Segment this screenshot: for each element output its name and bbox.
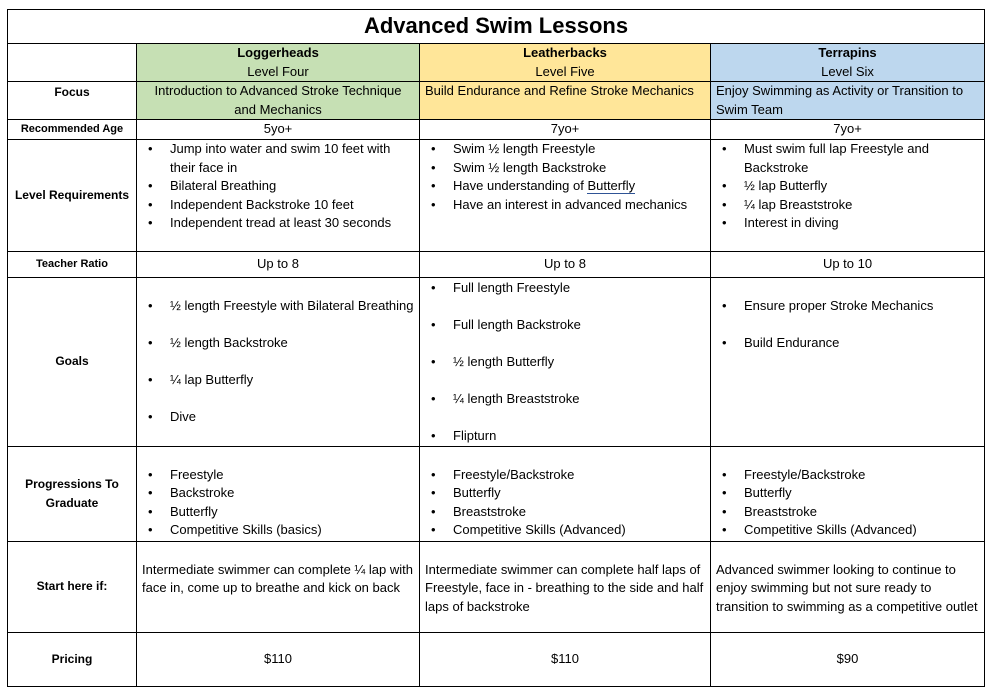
row-label-age: Recommended Age <box>8 120 137 140</box>
requirements-leatherbacks <box>420 140 711 252</box>
goals-leatherbacks <box>420 278 711 447</box>
level-header-loggerheads <box>137 44 420 82</box>
list-item: • Freestyle/Backstroke <box>453 466 705 485</box>
list-item: • Jump into water and swim 10 feet with their face in <box>170 140 414 177</box>
list-item: • Ensure proper Stroke Mechanics <box>744 297 979 316</box>
level-name: Leatherbacks <box>523 45 607 60</box>
list-item: • ½ lap Butterfly <box>744 177 979 196</box>
focus-leatherbacks: Build Endurance and Refine Stroke Mechanics <box>420 82 711 120</box>
list-item: • Independent tread at least 30 seconds <box>170 214 414 233</box>
list-item: • ¼ length Breaststroke <box>453 390 705 409</box>
list-item: • Freestyle/Backstroke <box>744 466 979 485</box>
age-loggerheads: 5yo+ <box>137 120 420 140</box>
list-item: • ¼ lap Butterfly <box>170 371 414 390</box>
goals-terrapins <box>711 278 985 447</box>
list-item: • Freestyle <box>170 466 414 485</box>
list-item: • Swim ½ length Freestyle <box>453 140 705 159</box>
price-leatherbacks: $110 <box>420 632 711 686</box>
list-item: • ½ length Backstroke <box>170 334 414 353</box>
start-leatherbacks: Intermediate swimmer can complete half laps of Freestyle, face in - breathing to the side and half laps of backstroke <box>420 541 711 632</box>
row-label-pricing: Pricing <box>8 632 137 686</box>
list-item: • Butterfly <box>170 503 414 522</box>
level-number: Level Four <box>247 63 309 79</box>
level-header-terrapins <box>711 44 985 82</box>
row-label-focus: Focus <box>8 82 137 120</box>
progressions-terrapins <box>711 446 985 541</box>
start-loggerheads: Intermediate swimmer can complete ¼ lap with face in, come up to breathe and kick on back <box>137 541 420 632</box>
progressions-loggerheads <box>137 446 420 541</box>
list-item: • Butterfly <box>453 484 705 503</box>
list-item: • Interest in diving <box>744 214 979 233</box>
list-item: • Build Endurance <box>744 334 979 353</box>
corner-cell <box>8 44 137 82</box>
level-number: Level Six <box>821 63 874 79</box>
list-item: • Competitive Skills (Advanced) <box>453 521 705 540</box>
list-item: • Flipturn <box>453 427 705 446</box>
ratio-leatherbacks: Up to 8 <box>420 252 711 278</box>
list-item: • Must swim full lap Freestyle and Backstroke <box>744 140 979 177</box>
list-item: • Backstroke <box>170 484 414 503</box>
level-number: Level Five <box>535 63 595 79</box>
level-name: Terrapins <box>818 45 877 60</box>
list-item: • Breaststroke <box>453 503 705 522</box>
page-title: Advanced Swim Lessons <box>8 10 985 44</box>
focus-loggerheads: Introduction to Advanced Stroke Technique and Mechanics <box>137 82 420 120</box>
list-item: • ½ length Butterfly <box>453 353 705 372</box>
list-item: • Full length Freestyle <box>453 279 705 298</box>
swim-lessons-table <box>7 9 985 687</box>
age-terrapins: 7yo+ <box>711 120 985 140</box>
list-item: • Competitive Skills (basics) <box>170 521 414 540</box>
list-item: • Independent Backstroke 10 feet <box>170 196 414 215</box>
list-item: • Dive <box>170 408 414 427</box>
list-item: • Butterfly <box>744 484 979 503</box>
level-name: Loggerheads <box>237 45 319 60</box>
row-label-requirements: Level Requirements <box>8 140 137 252</box>
price-loggerheads: $110 <box>137 632 420 686</box>
list-item: • Have an interest in advanced mechanics <box>453 196 705 215</box>
underlined-word: Butterfly <box>587 178 636 193</box>
progressions-leatherbacks <box>420 446 711 541</box>
list-item: • Bilateral Breathing <box>170 177 414 196</box>
row-label-progressions: Progressions To Graduate <box>8 446 137 541</box>
list-item: • ½ length Freestyle with Bilateral Breathing <box>170 297 414 316</box>
row-label-start: Start here if: <box>8 541 137 632</box>
price-terrapins: $90 <box>711 632 985 686</box>
focus-terrapins: Enjoy Swimming as Activity or Transition to Swim Team <box>711 82 985 120</box>
list-item: • ¼ lap Breaststroke <box>744 196 979 215</box>
ratio-terrapins: Up to 10 <box>711 252 985 278</box>
list-item: • Competitive Skills (Advanced) <box>744 521 979 540</box>
list-item: • Breaststroke <box>744 503 979 522</box>
ratio-loggerheads: Up to 8 <box>137 252 420 278</box>
row-label-ratio: Teacher Ratio <box>8 252 137 278</box>
level-header-leatherbacks <box>420 44 711 82</box>
goals-loggerheads <box>137 278 420 447</box>
start-terrapins: Advanced swimmer looking to continue to enjoy swimming but not sure ready to transition to swimming as a competitive outlet <box>711 541 985 632</box>
age-leatherbacks: 7yo+ <box>420 120 711 140</box>
list-item: • Swim ½ length Backstroke <box>453 159 705 178</box>
requirements-loggerheads <box>137 140 420 252</box>
requirements-terrapins <box>711 140 985 252</box>
list-item <box>453 177 705 196</box>
list-item-text: Have understanding of <box>453 178 584 193</box>
list-item: • Full length Backstroke <box>453 316 705 335</box>
row-label-goals: Goals <box>8 278 137 447</box>
